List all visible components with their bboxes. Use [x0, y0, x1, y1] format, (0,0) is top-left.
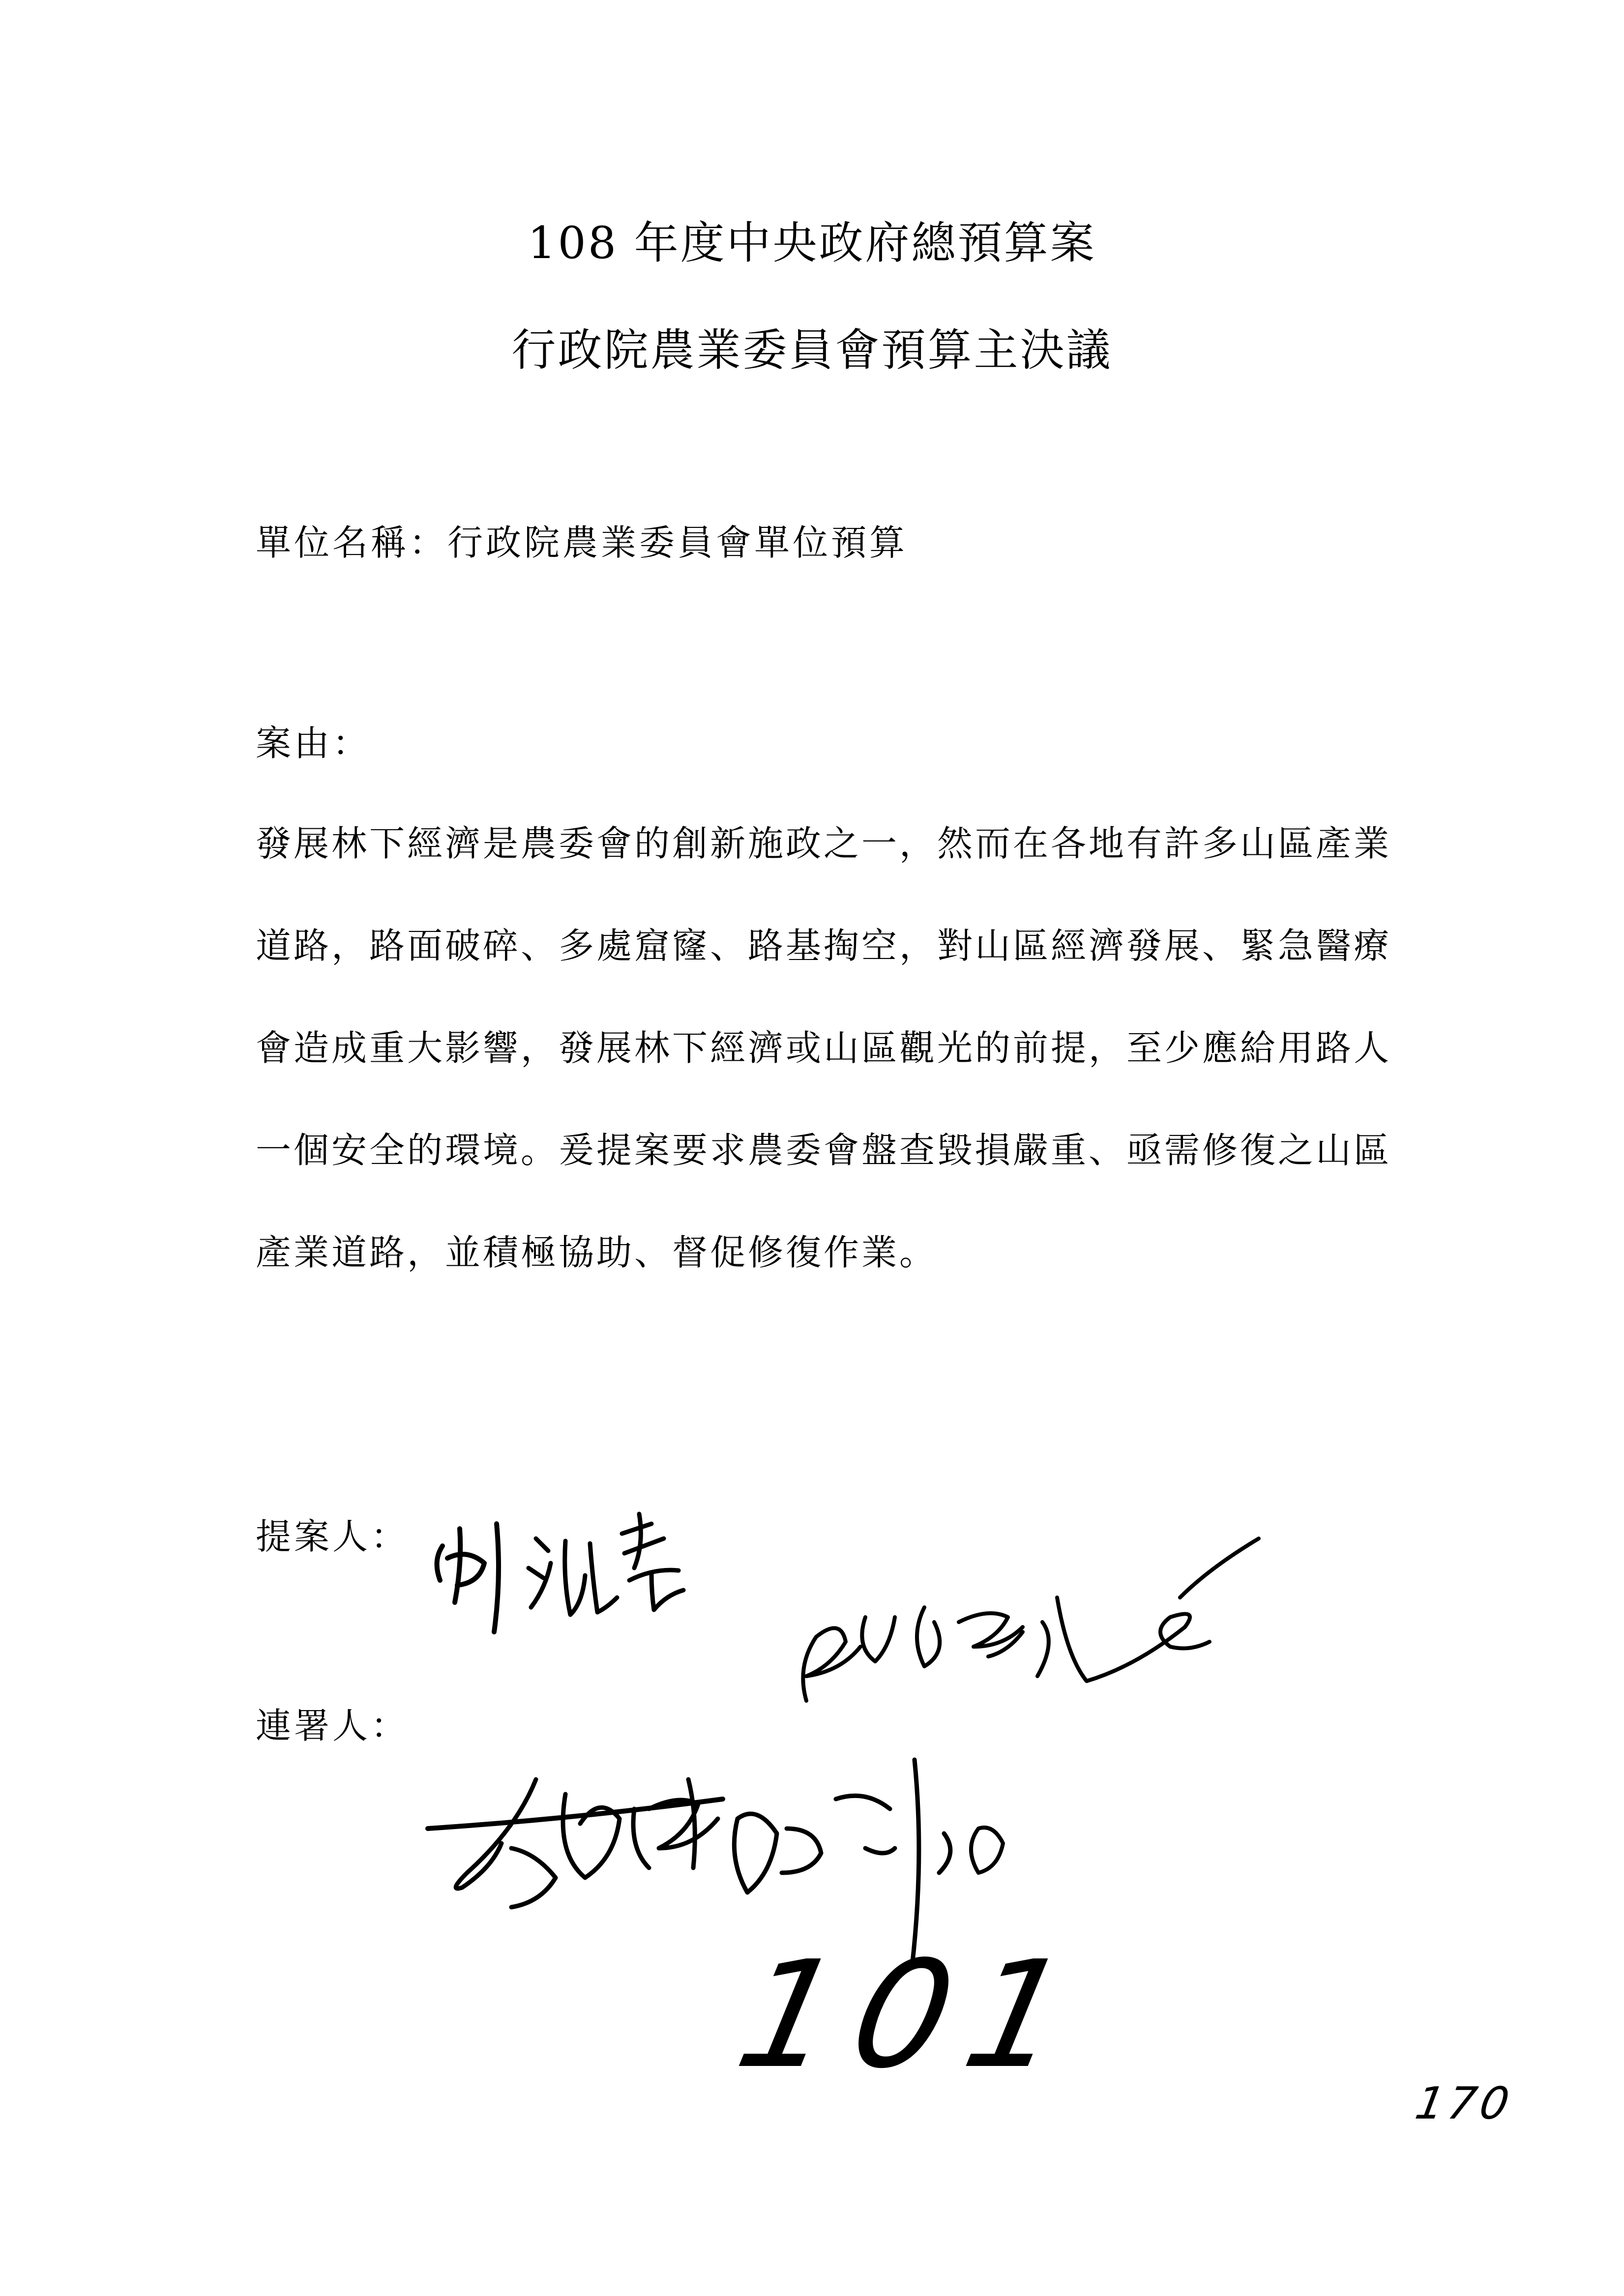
handwritten-number: 101	[724, 1929, 1101, 2101]
proposer-label: 提案人：	[256, 1516, 410, 1557]
reason-line: 一個安全的環境。爰提案要求農委會盤查毀損嚴重、亟需修復之山區	[256, 1130, 1392, 1171]
reason-line: 產業道路，並積極協助、督促修復作業。	[256, 1232, 938, 1273]
cosigner-signature-1	[803, 1539, 1259, 1701]
reason-line: 道路，路面破碎、多處窟窿、路基掏空，對山區經濟發展、緊急醫療	[256, 925, 1392, 966]
cosigner-label: 連署人：	[256, 1705, 410, 1746]
unit-name-line: 單位名稱：行政院農業委員會單位預算	[256, 522, 908, 563]
reason-label: 案由：	[256, 723, 371, 764]
proposer-signature	[437, 1514, 683, 1632]
page-number: 170	[1411, 2078, 1517, 2129]
document-title-line-1: 108 年度中央政府總預算案	[528, 217, 1096, 269]
reason-line: 發展林下經濟是農委會的創新施政之一，然而在各地有許多山區產業	[256, 823, 1392, 864]
reason-line: 會造成重大影響，發展林下經濟或山區觀光的前提，至少應給用路人	[256, 1027, 1392, 1069]
document-title-line-2: 行政院農業委員會預算主決議	[511, 324, 1113, 376]
